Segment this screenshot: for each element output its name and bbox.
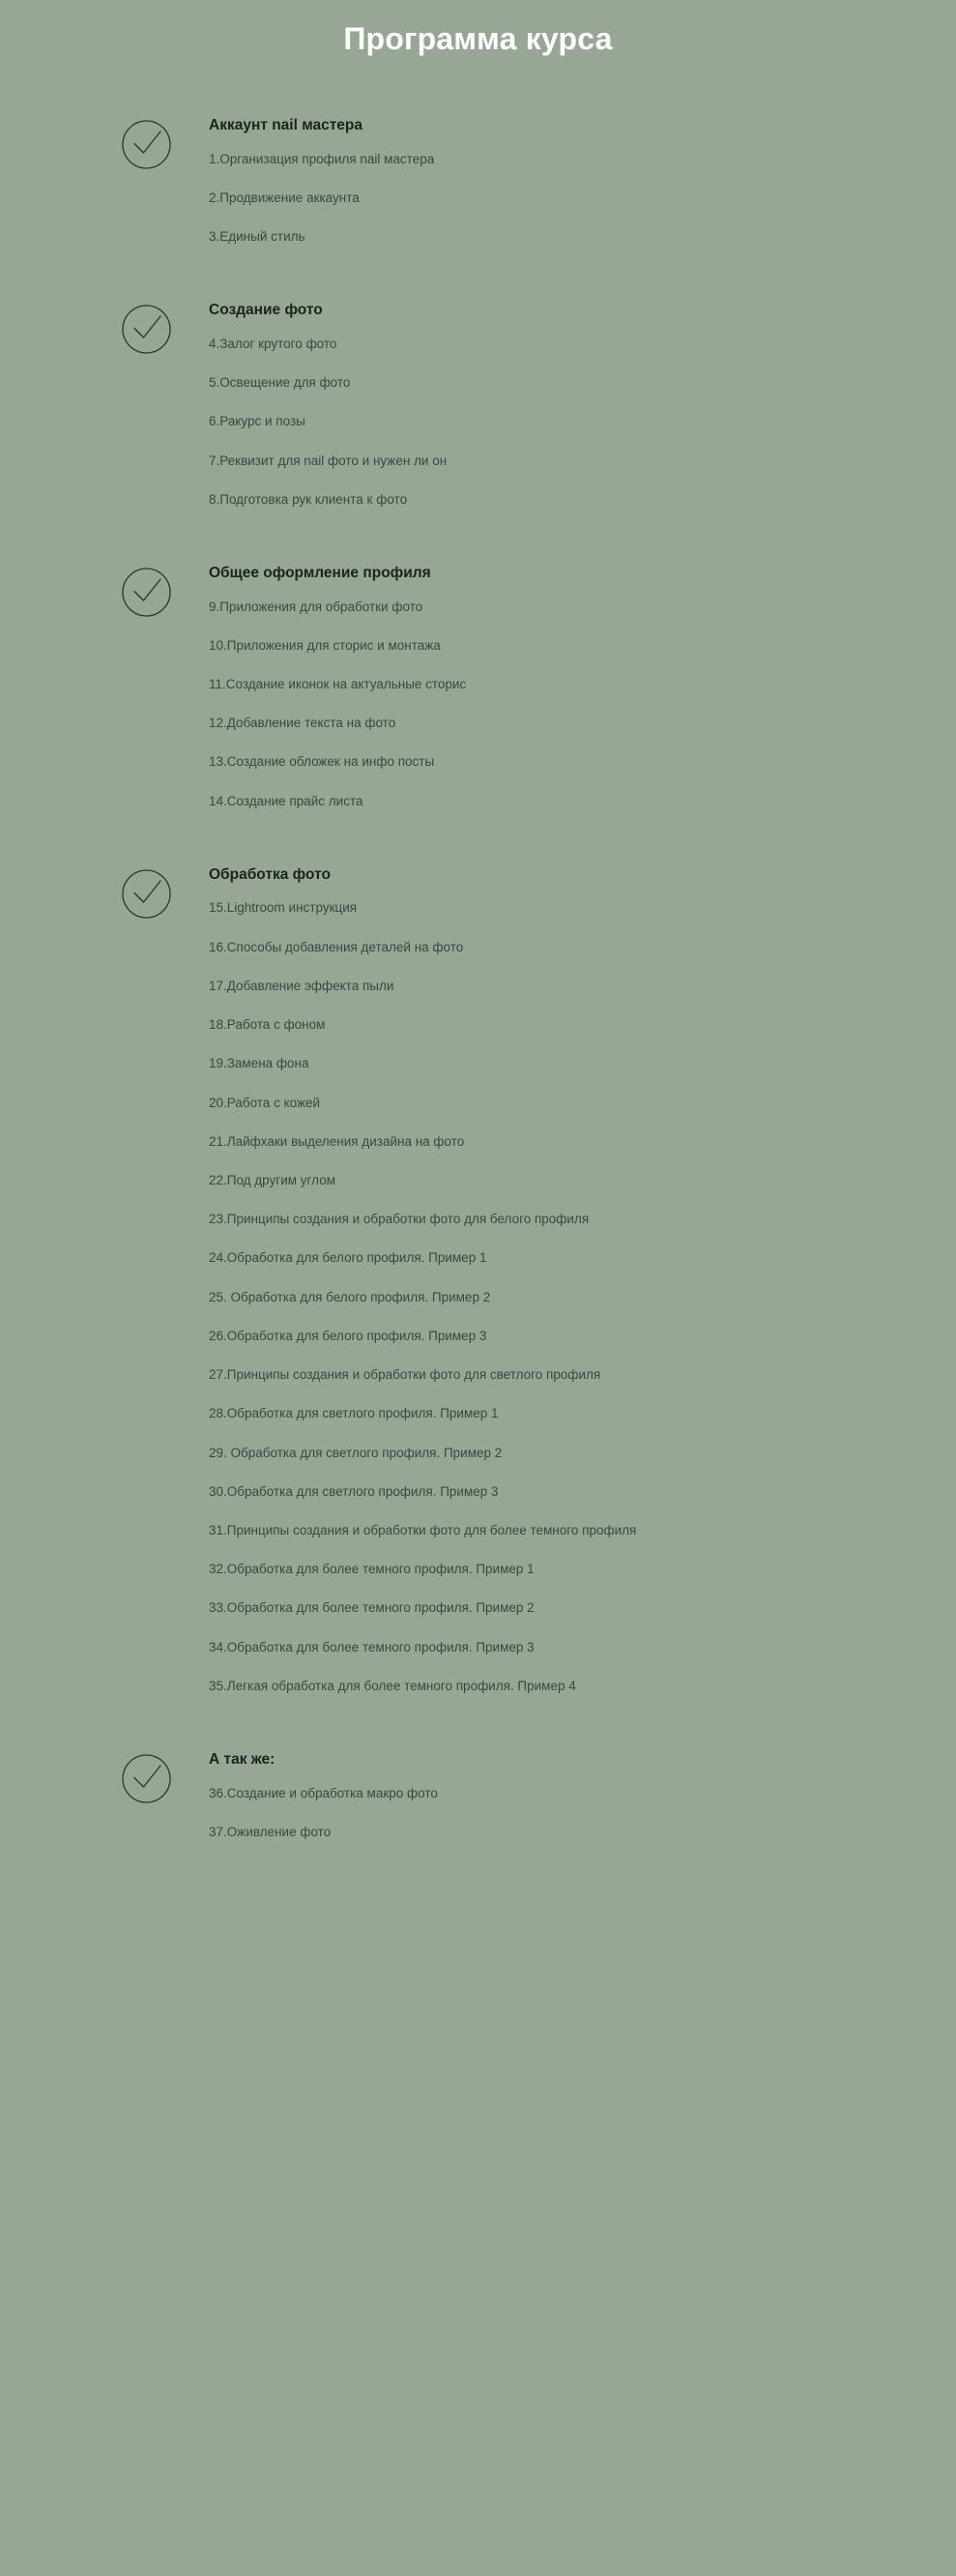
course-section <box>124 302 898 509</box>
section-body <box>124 1751 898 1841</box>
lesson-item: 25. Обработка для белого профиля. Пример 2 <box>209 1289 491 1304</box>
lesson-item: 5.Освещение для фото <box>209 375 351 391</box>
page-title: Программа курса <box>343 21 613 56</box>
lesson-item: 12.Добавление текста на фото <box>209 716 396 731</box>
lesson-item: 15.Lightroom инструкция <box>209 900 358 916</box>
section-body <box>124 302 898 509</box>
lesson-item: 13.Создание обложек на инфо посты <box>209 754 435 770</box>
lesson-item: 8.Подготовка рук клиента к фото <box>209 491 408 507</box>
lesson-item: 28.Обработка для светлого профиля. Пример 1 <box>209 1406 499 1421</box>
lesson-item: 22.Под другим углом <box>209 1172 335 1187</box>
lesson-item: 18.Работа с фоном <box>209 1017 326 1033</box>
lesson-item: 27.Принципы создания и обработки фото для светлого профиля <box>209 1367 601 1383</box>
bottom-spacer <box>0 1841 956 1880</box>
course-section <box>124 565 898 810</box>
check-circle-icon <box>121 567 172 618</box>
section-heading: Общее оформление профиля <box>209 564 431 581</box>
course-section <box>124 117 898 246</box>
lesson-item: 26.Обработка для белого профиля. Пример 3 <box>209 1328 487 1343</box>
section-heading: А так же: <box>209 1751 275 1769</box>
section-heading: Создание фото <box>209 302 323 319</box>
lesson-item: 11.Создание иконок на актуальные сторис <box>209 676 467 691</box>
check-circle-icon <box>121 1753 172 1804</box>
lesson-item: 6.Ракурс и позы <box>209 414 305 429</box>
lesson-item: 29. Обработка для светлого профиля. Пример 2 <box>209 1445 503 1460</box>
check-circle-icon <box>121 868 172 920</box>
lesson-item: 9.Приложения для обработки фото <box>209 599 423 614</box>
section-heading: Обработка фото <box>209 865 331 883</box>
lesson-item: 10.Приложения для сторис и монтажа <box>209 637 441 653</box>
lesson-item: 21.Лайфхаки выделения дизайна на фото <box>209 1133 465 1149</box>
lesson-item: 37.Оживление фото <box>209 1824 332 1839</box>
sections-list <box>0 117 956 1841</box>
lesson-item: 14.Создание прайс листа <box>209 793 363 808</box>
section-body <box>124 866 898 1695</box>
lesson-item: 24.Обработка для белого профиля. Пример 1 <box>209 1250 487 1266</box>
lesson-item: 19.Замена фона <box>209 1056 309 1071</box>
lesson-item: 20.Работа с кожей <box>209 1095 321 1110</box>
check-circle-icon <box>121 304 172 355</box>
lesson-item: 17.Добавление эффекта пыли <box>209 978 394 993</box>
section-heading: Аккаунт nail мастера <box>209 117 363 133</box>
course-section <box>124 866 898 1695</box>
section-body <box>124 117 898 246</box>
section-body <box>124 565 898 810</box>
lesson-item: 32.Обработка для более темного профиля. Пример 1 <box>209 1562 535 1577</box>
lesson-item: 30.Обработка для светлого профиля. Пример 3 <box>209 1483 499 1499</box>
lesson-item: 34.Обработка для более темного профиля. Пример 3 <box>209 1639 535 1654</box>
lesson-item: 31.Принципы создания и обработки фото для более темного профиля <box>209 1522 637 1537</box>
lesson-item: 35.Легкая обработка для более темного профиля. Пример 4 <box>209 1678 576 1693</box>
lesson-item: 36.Создание и обработка макро фото <box>209 1785 438 1800</box>
lesson-item: 3.Единый стиль <box>209 229 305 245</box>
lesson-item: 4.Залог крутого фото <box>209 336 337 351</box>
lesson-item: 1.Организация профиля nail мастера <box>209 151 435 166</box>
lesson-item: 7.Реквизит для nail фото и нужен ли он <box>209 453 448 468</box>
lesson-item: 23.Принципы создания и обработки фото для белого профиля <box>209 1212 590 1227</box>
lesson-item: 16.Способы добавления деталей на фото <box>209 939 464 954</box>
lesson-item: 2.Продвижение аккаунта <box>209 190 360 205</box>
check-circle-icon <box>121 119 172 170</box>
course-section <box>124 1751 898 1841</box>
lesson-item: 33.Обработка для более темного профиля. Пример 2 <box>209 1600 535 1616</box>
